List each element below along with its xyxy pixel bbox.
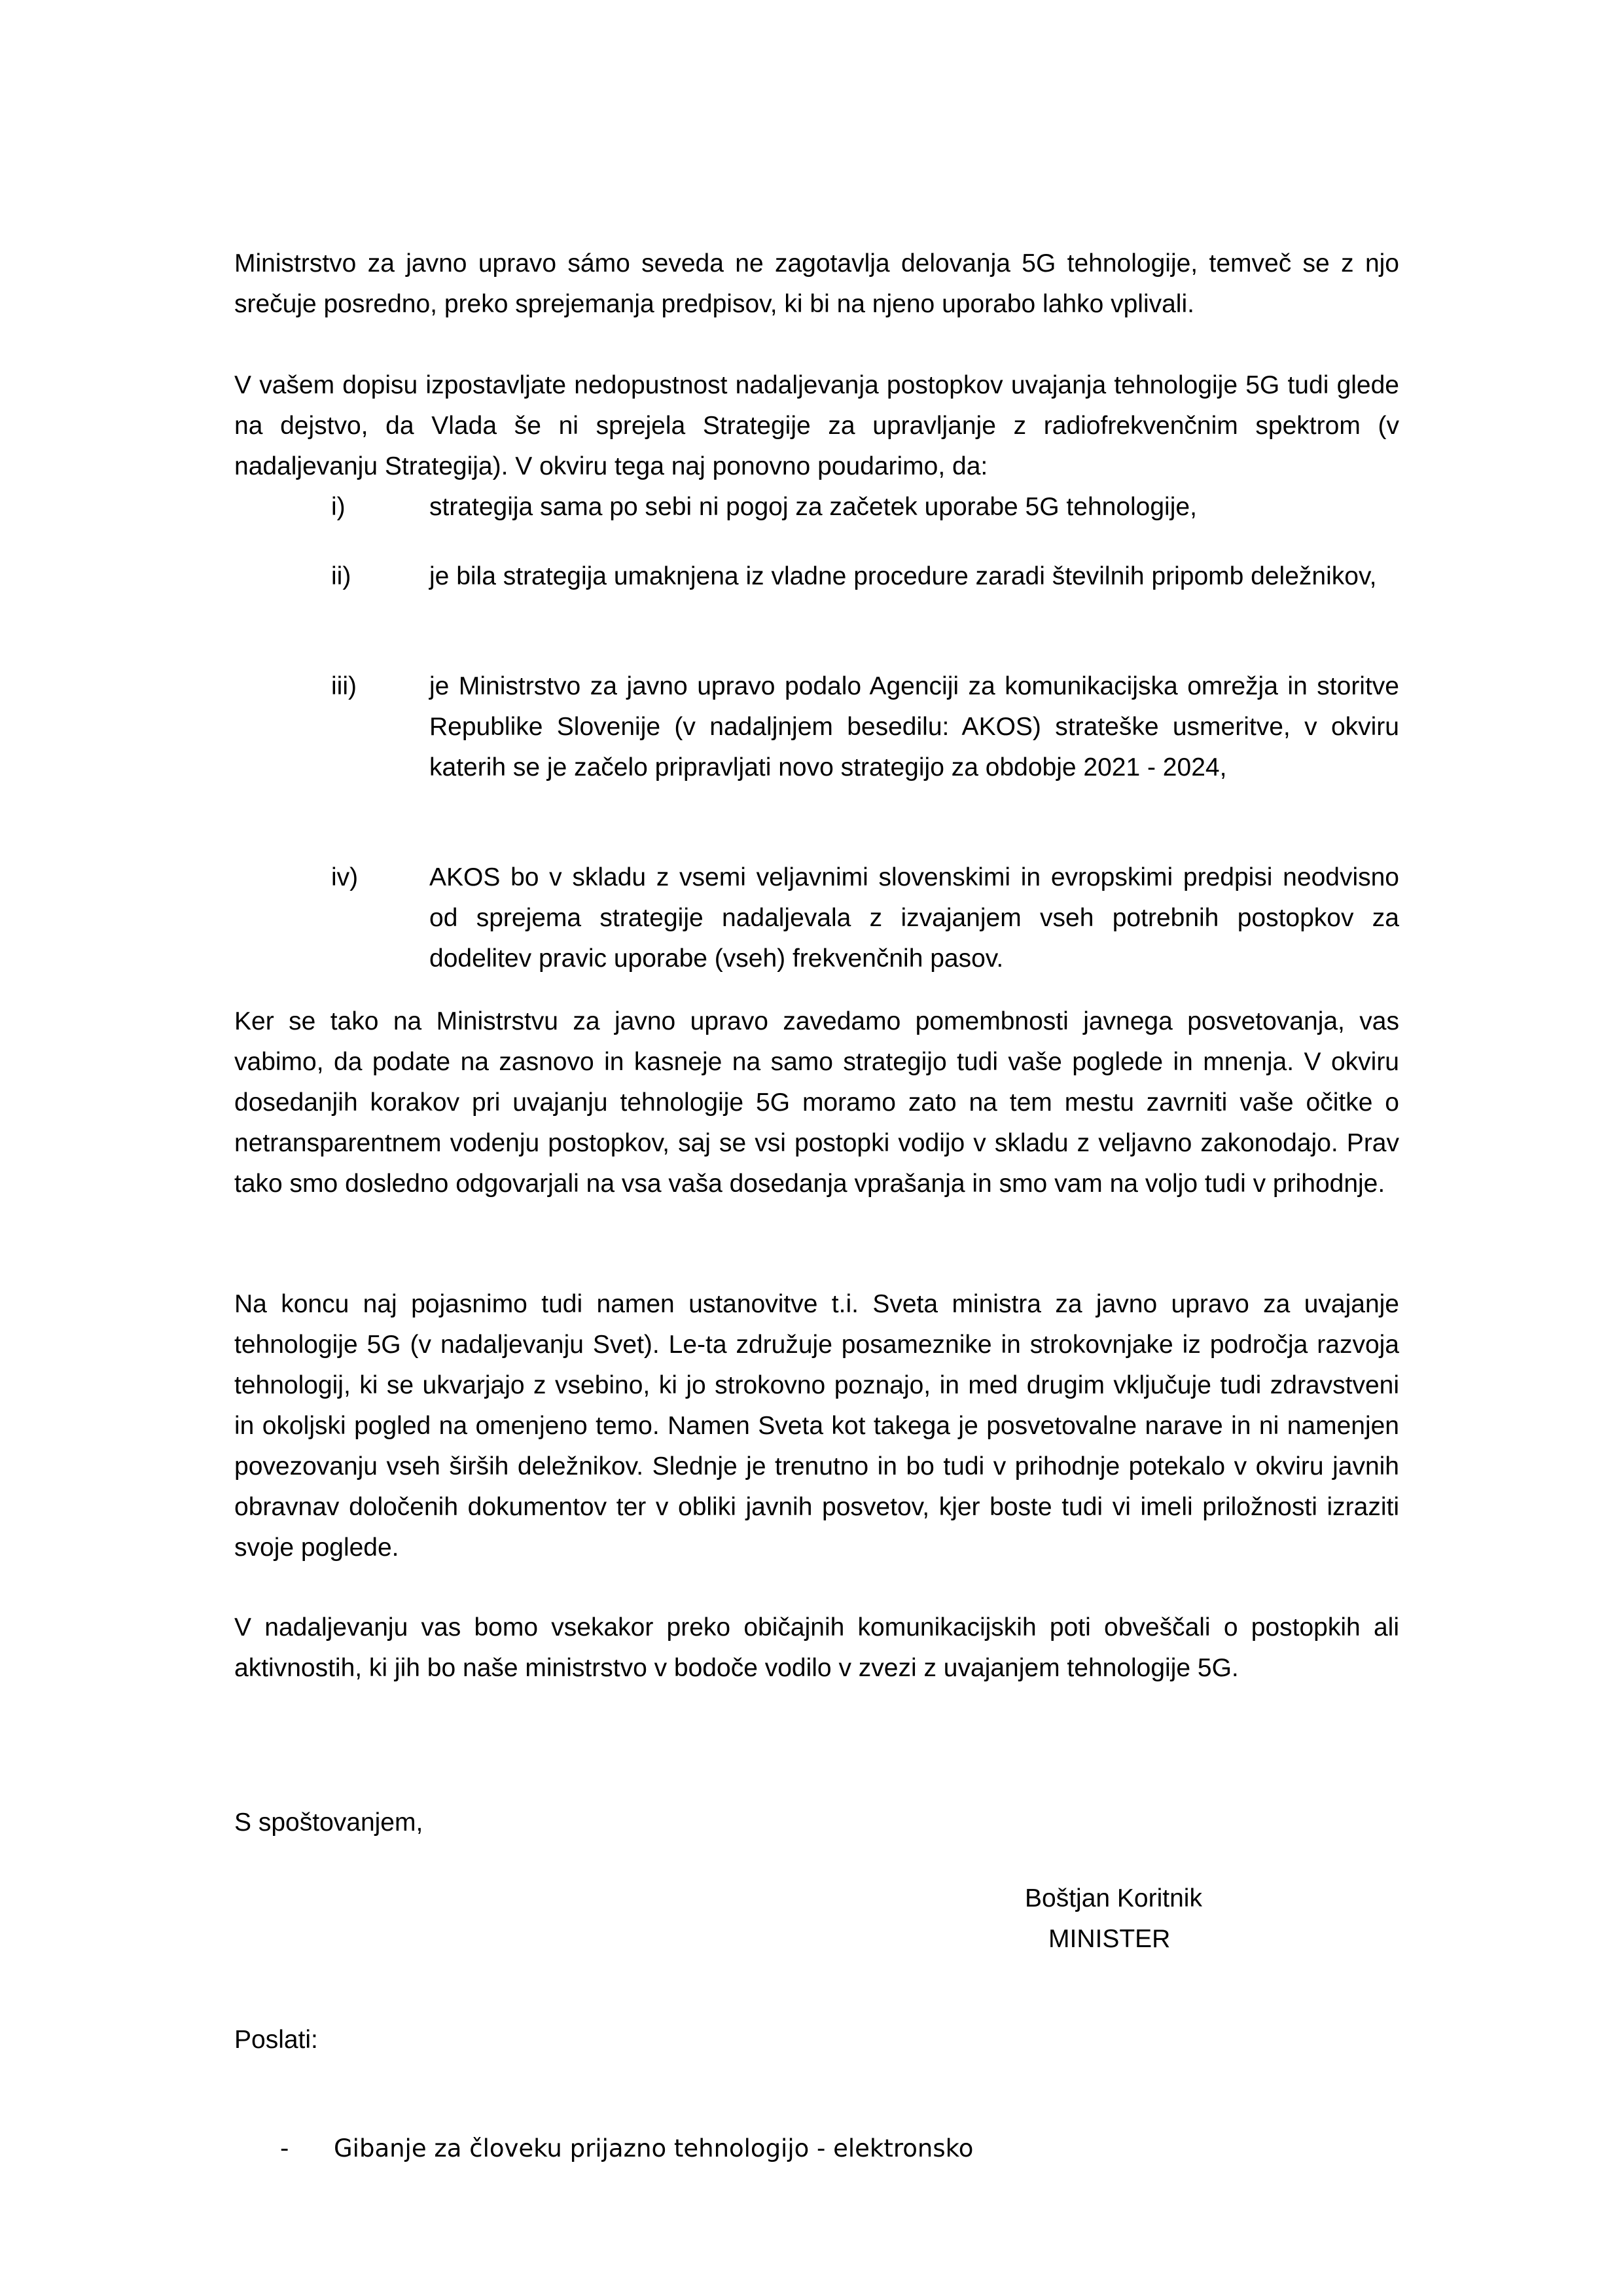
paragraph-council: Na koncu naj pojasnimo tudi namen ustanovitve t.i. Sveta ministra za javno upravo za uvajanje tehnologije 5G (v nadaljevanju Svet). Le-ta združuje posameznike in strokovnjake iz področja razvoja tehnologij, ki se ukvarjajo z vsebino, ki jo strokovno poznajo, in med drugim vključuje tudi zdravstveni in okoljski pogled na omenjeno temo. Namen Sveta kot takega je posvetovalne narave in ni namenjen povezovanju vseh širših deležnikov. Slednje je trenutno in bo tudi v prihodnje potekalo v okviru javnih obravnav določenih dokumentov ter v obliki javnih posvetov, kjer boste tudi vi imeli priložnosti izraziti svoje poglede. <box>234 1290 1399 1562</box>
list-item-text: strategija sama po sebi ni pogoj za začetek uporabe 5G tehnologije, <box>429 493 1197 521</box>
list-item-text: AKOS bo v skladu z vsemi veljavnimi slovenskimi in evropskimi predpisi neodvisno od sprejema strategije nadaljevala z izvajanjem vseh potrebnih postopkov za dodelitev pravic uporabe (vseh) frekvenčnih pasov. <box>429 863 1399 973</box>
signer-name: Boštjan Koritnik <box>1025 1884 1202 1912</box>
paragraph-strategy: V vašem dopisu izpostavljate nedopustnost nadaljevanja postopkov uvajanja tehnologije 5G tudi glede na dejstvo, da Vlada še ni sprejela Strategije za upravljanje z radiofrekvenčnim spektrom (v nadaljevanju Strategija). V okviru tega naj ponovno poudarimo, da: <box>234 371 1399 480</box>
paragraph-followup: V nadaljevanju vas bomo vsekakor preko običajnih komunikacijskih poti obveščali o postopkih ali aktivnostih, ki jih bo naše ministrstvo v bodoče vodilo v zvezi z uvajanjem tehnologije 5G. <box>234 1613 1399 1682</box>
list-item-number: iii) <box>331 672 357 700</box>
paragraph-consultation: Ker se tako na Ministrstvu za javno upravo zavedamo pomembnosti javnega posvetovanja, vas vabimo, da podate na zasnovo in kasneje na samo strategijo tudi vaše poglede in mnenja. V okviru dosedanjih korakov pri uvajanju tehnologije 5G moramo zato na tem mestu zavrniti vaše očitke o netransparentnem vodenju postopkov, saj se vsi postopki vodijo v skladu z veljavno zakonodajo. Prav tako smo dosledno odgovarjali na vsa vaša dosedanja vprašanja in smo vam na voljo tudi v prihodnje. <box>234 1007 1399 1198</box>
list-item-number: i) <box>331 493 346 521</box>
send-to-label: Poslati: <box>234 2026 318 2054</box>
signature-block <box>1025 1878 1202 1960</box>
list-item-number: ii) <box>331 562 351 590</box>
list-item-number: iv) <box>331 863 359 891</box>
list-dash: - <box>280 2134 289 2162</box>
list-item-text: je bila strategija umaknjena iz vladne procedure zaradi številnih pripomb deležnikov, <box>429 562 1377 590</box>
list-item-text: je Ministrstvo za javno upravo podalo Agenciji za komunikacijska omrežja in storitve Republike Slovenije (v nadaljnjem besedilu: AKOS) strateške usmeritve, v okviru katerih se je začelo pripravljati novo strategijo za obdobje 2021 - 2024, <box>429 672 1399 781</box>
paragraph-intro: Ministrstvo za javno upravo sámo seveda ne zagotavlja delovanja 5G tehnologije, temveč se z njo srečuje posredno, preko sprejemanja predpisov, ki bi na njeno uporabo lahko vplivali. <box>234 249 1399 318</box>
closing-salutation: S spoštovanjem, <box>234 1808 423 1837</box>
recipient-name: Gibanje za človeku prijazno tehnologijo - elektronsko <box>334 2134 974 2162</box>
signer-title: MINISTER <box>1048 1925 1171 1953</box>
